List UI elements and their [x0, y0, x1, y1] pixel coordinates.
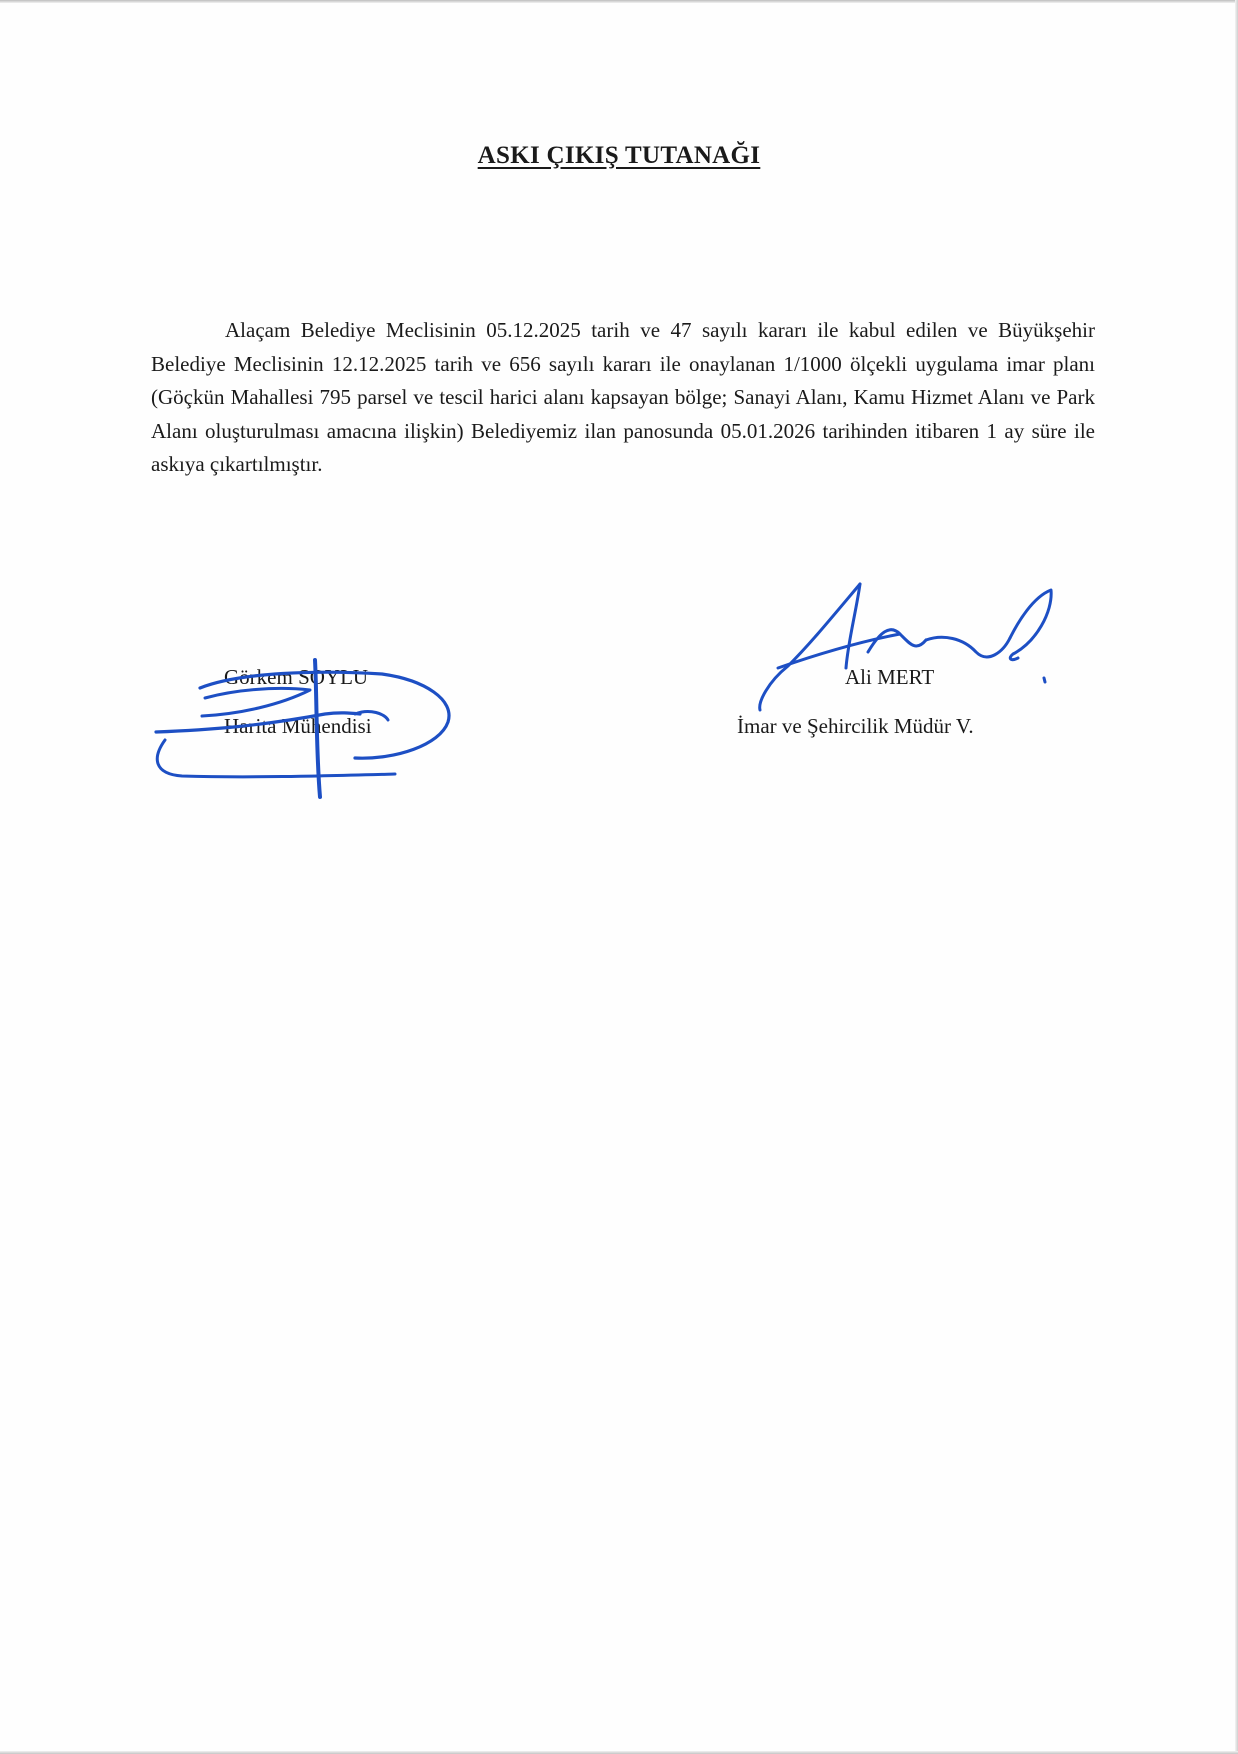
left-handwritten-signature: [150, 650, 460, 810]
right-handwritten-signature: [748, 582, 1078, 722]
right-signatory-name: Ali MERT: [845, 665, 935, 689]
document-body: Alaçam Belediye Meclisinin 05.12.2025 tarih ve 47 sayılı kararı ile kabul edilen ve Büyükşehir Belediye Meclisinin 12.12.2025 tarih ve 656 sayılı kararı ile onaylanan 1/1000 ölçekli uygulama imar planı (Göçkün Mahallesi 795 parsel ve tescil harici alanı kapsayan bölge; Sanayi Alanı, Kamu Hizmet Alanı ve Park Alanı oluşturulması amacına ilişkin) Belediyemiz ilan panosunda 05.01.2026 tarihinden itibaren 1 ay süre ile askıya çıkartılmıştır.: [151, 318, 1095, 477]
right-signatory-title: İmar ve Şehircilik Müdür V.: [737, 714, 974, 738]
document-title: ASKI ÇIKIŞ TUTANAĞI: [477, 142, 761, 169]
left-signatory-title: Harita Mühendisi: [224, 714, 372, 738]
scan-edge-top: [0, 0, 1238, 3]
left-signatory-name: Görkem SOYLU: [224, 665, 369, 689]
